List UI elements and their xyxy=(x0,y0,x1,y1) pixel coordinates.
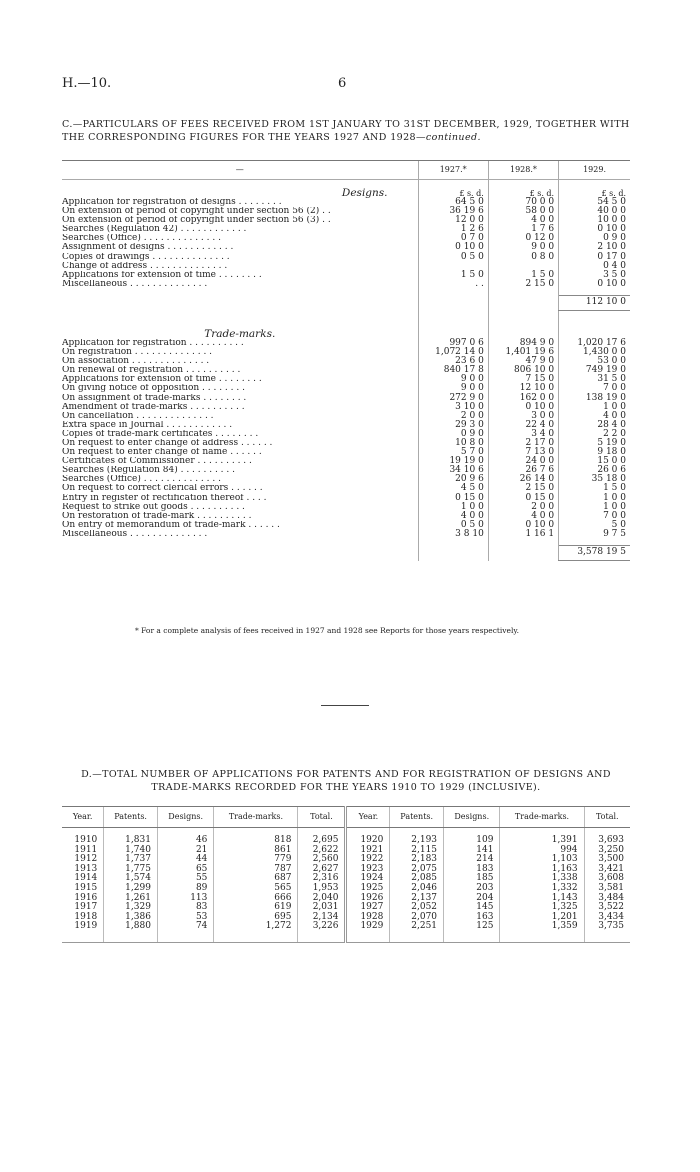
table-cell: 183 xyxy=(444,865,500,875)
table-cell: 1922 xyxy=(346,855,390,865)
column-header: Total. xyxy=(298,807,346,828)
designs-row xyxy=(62,253,630,262)
currency-1929: £ s. d. xyxy=(559,180,630,199)
table-cell: 3,522 xyxy=(584,903,630,913)
fee-label: Miscellaneous . . . . . . . . . . . . . . xyxy=(62,529,208,539)
fee-1928: 3 0 0 xyxy=(488,412,558,421)
fee-1928: 894 9 0 xyxy=(488,339,558,348)
table-cell: 1,272 xyxy=(214,922,298,942)
applications-table-body xyxy=(62,828,630,943)
table-cell: 3,250 xyxy=(584,846,630,856)
table-cell: 3,581 xyxy=(584,884,630,894)
table-cell: 1,143 xyxy=(500,894,584,904)
fee-1928: 0 12 0 xyxy=(488,234,558,243)
fee-1929: 9 7 5 xyxy=(559,530,630,539)
page-reference: H.—10. xyxy=(62,76,112,91)
col-1928-header: 1928.* xyxy=(488,161,558,180)
section-d-title-line1: D.—TOTAL NUMBER OF APPLICATIONS FOR PATENTS AND FOR REGISTRATION OF DESIGNS AND xyxy=(81,769,611,780)
fee-label: Searches (Regulation 84) . . . . . . . . . . xyxy=(62,466,235,476)
table-cell: 3,421 xyxy=(584,865,630,875)
fee-1928: 1,401 19 6 xyxy=(488,348,558,357)
table-cell: 2,046 xyxy=(390,884,444,894)
col-1927-header: 1927.* xyxy=(418,161,488,180)
fee-label: Searches (Office) . . . . . . . . . . . . . . xyxy=(62,234,221,244)
fees-header-row xyxy=(62,161,630,180)
fee-1929: 2 2 0 xyxy=(559,430,630,439)
fees-table xyxy=(62,160,630,561)
fee-1927: 36 19 6 xyxy=(418,207,488,216)
fee-1927: 0 15 0 xyxy=(418,494,488,503)
fee-label: On request to correct clerical errors . . . . . . xyxy=(62,484,263,494)
fee-1927: 1,072 14 0 xyxy=(418,348,488,357)
column-header: Trade-marks. xyxy=(214,807,298,828)
fee-1929: 9 18 0 xyxy=(559,448,630,457)
fee-1928: 806 10 0 xyxy=(488,366,558,375)
fee-1928: 2 15 0 xyxy=(488,280,558,289)
col-1929-header: 1929. xyxy=(559,161,630,180)
table-cell: 163 xyxy=(444,913,500,923)
fee-1928: 26 7 6 xyxy=(488,466,558,475)
fee-1929: 1 0 0 xyxy=(559,403,630,412)
table-cell: 1,359 xyxy=(500,922,584,942)
fee-1928: 12 10 0 xyxy=(488,384,558,393)
spacer-cell xyxy=(488,310,558,321)
trademarks-total-row xyxy=(62,546,630,561)
fee-1927: 34 10 6 xyxy=(418,466,488,475)
spacer-cell xyxy=(559,310,630,321)
table-cell: 1927 xyxy=(346,903,390,913)
section-d-title-line2: TRADE-MARKS RECORDED FOR THE YEARS 1910 TO 1929 (INCLUSIVE). xyxy=(151,782,541,793)
fee-1929: 28 4 0 xyxy=(559,421,630,430)
fee-1929: 0 4 0 xyxy=(559,262,630,271)
table-cell: 1,391 xyxy=(500,836,584,846)
column-header: Patents. xyxy=(104,807,158,828)
fee-1929: 138 19 0 xyxy=(559,394,630,403)
heading-spacer xyxy=(488,321,558,339)
fee-label: On extension of period of copyright under section 56 (3) . . xyxy=(62,216,331,226)
table-cell: 125 xyxy=(444,922,500,942)
table-cell: 2,052 xyxy=(390,903,444,913)
table-cell: 861 xyxy=(214,846,298,856)
table-cell: 2,115 xyxy=(390,846,444,856)
column-header: Year. xyxy=(62,807,104,828)
table-cell: 44 xyxy=(157,855,213,865)
fee-label: Assignment of designs . . . . . . . . . . . . xyxy=(62,243,234,253)
fee-label: On cancellation . . . . . . . . . . . . . . xyxy=(62,411,214,421)
total-spacer xyxy=(418,295,488,310)
fee-label: Applications for extension of time . . . . . . . . xyxy=(62,375,262,385)
fee-1929: 10 0 0 xyxy=(559,216,630,225)
fee-1928: 1 7 6 xyxy=(488,225,558,234)
fee-1927: 997 0 6 xyxy=(418,339,488,348)
table-cell: 3,226 xyxy=(298,922,346,942)
table-cell: 2,070 xyxy=(390,913,444,923)
fee-label: Request to strike out goods . . . . . . . . . . xyxy=(62,502,245,512)
column-header: Total. xyxy=(584,807,630,828)
fee-1929: 1,430 0 0 xyxy=(559,348,630,357)
section-divider xyxy=(321,705,369,706)
fee-1929: 5 19 0 xyxy=(559,439,630,448)
table-cell: 1,163 xyxy=(500,865,584,875)
fee-1927: 840 17 8 xyxy=(418,366,488,375)
trademarks-heading-row xyxy=(62,321,630,339)
table-cell: 1,332 xyxy=(500,884,584,894)
table-cell: 1921 xyxy=(346,846,390,856)
total-spacer xyxy=(418,546,488,561)
table-cell: 1920 xyxy=(346,836,390,846)
table-cell: 141 xyxy=(444,846,500,856)
table-cell: 53 xyxy=(157,913,213,923)
table-cell: 1,329 xyxy=(104,903,158,913)
table-cell: 1923 xyxy=(346,865,390,875)
fee-label: On giving notice of opposition . . . . . . . . xyxy=(62,384,245,394)
table-cell: 1915 xyxy=(74,882,98,893)
fee-1929: 15 0 0 xyxy=(559,457,630,466)
fee-label: Copies of drawings . . . . . . . . . . . . . . xyxy=(62,252,230,262)
section-c-title xyxy=(62,118,630,144)
fee-1929: 1 0 0 xyxy=(559,503,630,512)
column-header: Patents. xyxy=(390,807,444,828)
fee-1928: 0 15 0 xyxy=(488,494,558,503)
fee-label: Searches (Office) . . . . . . . . . . . . . . xyxy=(62,475,221,485)
fee-label: On renewal of registration . . . . . . . . . . xyxy=(62,366,241,376)
fee-1928: 2 0 0 xyxy=(488,503,558,512)
trademarks-heading: Trade-marks. xyxy=(204,327,276,339)
table-cell: 1912 xyxy=(74,854,98,865)
table-cell: 145 xyxy=(444,903,500,913)
fee-1928: 7 13 0 xyxy=(488,448,558,457)
fee-1927: 9 0 0 xyxy=(418,375,488,384)
fee-1929: 7 0 0 xyxy=(559,512,630,521)
fee-1927: 0 9 0 xyxy=(418,430,488,439)
total-1929: 112 10 0 xyxy=(559,295,630,310)
fee-1928: 2 17 0 xyxy=(488,439,558,448)
trademarks-row xyxy=(62,530,630,539)
heading-spacer xyxy=(559,321,630,339)
table-cell: 1926 xyxy=(346,894,390,904)
footnote: * For a complete analysis of fees received in 1927 and 1928 see Reports for those years respectively. xyxy=(135,626,520,635)
fee-1929: 7 0 0 xyxy=(559,384,630,393)
fee-label: Application for registration of designs . . . . . . . . xyxy=(62,198,282,207)
total-spacer xyxy=(62,546,418,561)
page-number: 6 xyxy=(338,76,347,91)
fee-1927: 12 0 0 xyxy=(418,216,488,225)
fee-1927: 1 5 0 xyxy=(418,271,488,280)
table-cell: 1,201 xyxy=(500,913,584,923)
fee-1927: 29 3 0 xyxy=(418,421,488,430)
table-cell: 1918 xyxy=(74,911,98,922)
total-spacer xyxy=(488,546,558,561)
table-cell: 779 xyxy=(214,855,298,865)
fee-1929: 54 5 0 xyxy=(559,198,630,207)
table-cell: 204 xyxy=(444,894,500,904)
fee-1927: 23 6 0 xyxy=(418,357,488,366)
fee-label: Amendment of trade-marks . . . . . . . . . . xyxy=(62,402,245,412)
table-cell: 2,251 xyxy=(390,922,444,942)
table-cell: 214 xyxy=(444,855,500,865)
table-cell: 3,500 xyxy=(584,855,630,865)
table-cell: 3,484 xyxy=(584,894,630,904)
fee-1927: 9 0 0 xyxy=(418,384,488,393)
fee-1929: 0 17 0 xyxy=(559,253,630,262)
fee-1928: 47 9 0 xyxy=(488,357,558,366)
fee-1927: 0 5 0 xyxy=(418,521,488,530)
fee-label: On request to enter change of name . . . . . . xyxy=(62,448,262,458)
fees-table-body xyxy=(62,161,630,561)
table-cell: 185 xyxy=(444,874,500,884)
currency-1927: £ s. d. xyxy=(418,180,488,199)
fee-1927: 3 8 10 xyxy=(418,530,488,539)
section-c-title-text: C.—PARTICULARS OF FEES RECEIVED FROM 1ST JANUARY TO 31ST DECEMBER, 1929, TOGETHER WITH THE CORRESPONDING FIGURES FOR THE YEARS 1927 AND 1928— xyxy=(62,119,630,143)
fee-1927: 1 2 6 xyxy=(418,225,488,234)
fee-label: Extra space in Journal . . . . . . . . . . . . xyxy=(62,420,233,430)
table-cell: 2,193 xyxy=(390,836,444,846)
table-cell: 65 xyxy=(157,865,213,875)
table-cell: 1928 xyxy=(346,913,390,923)
fee-label: On restoration of trade-mark . . . . . . . . . . xyxy=(62,511,252,521)
table-cell: 2,031 xyxy=(298,903,346,913)
table-cell: 1925 xyxy=(346,884,390,894)
fee-label: Searches (Regulation 42) . . . . . . . . . . . . xyxy=(62,225,247,235)
spacer-row xyxy=(62,310,630,321)
table-cell: 1914 xyxy=(74,873,98,884)
fee-label: Miscellaneous . . . . . . . . . . . . . . xyxy=(62,279,208,289)
table-cell: 2,075 xyxy=(390,865,444,875)
table-cell: 46 xyxy=(157,836,213,846)
table-cell: 2,183 xyxy=(390,855,444,865)
fee-1927: 2 0 0 xyxy=(418,412,488,421)
table-cell: 1924 xyxy=(346,874,390,884)
column-header: Trade-marks. xyxy=(500,807,584,828)
table-cell: 666 xyxy=(214,894,298,904)
fee-1928: 1 5 0 xyxy=(488,271,558,280)
fee-label: Certificates of Commissioner . . . . . . . . . . xyxy=(62,457,252,467)
table-cell: 1911 xyxy=(74,844,98,855)
total-spacer xyxy=(488,295,558,310)
fee-1927: . . xyxy=(418,280,488,289)
fee-1929: 1 5 0 xyxy=(559,484,630,493)
fee-1928: 4 0 0 xyxy=(488,216,558,225)
table-cell: 2,622 xyxy=(298,846,346,856)
spacer-cell xyxy=(62,310,418,321)
fee-1928: 24 0 0 xyxy=(488,457,558,466)
table-cell: 74 xyxy=(157,922,213,942)
table-cell: 565 xyxy=(214,884,298,894)
table-cell: 89 xyxy=(157,884,213,894)
applications-table xyxy=(62,806,630,943)
fee-label: On extension of period of copyright under section 56 (2) . . xyxy=(62,207,331,217)
fee-label: Copies of trade-mark certificates . . . . . . . . xyxy=(62,429,259,439)
table-cell: 787 xyxy=(214,865,298,875)
fee-1929: 749 19 0 xyxy=(559,366,630,375)
fee-1927: 64 5 0 xyxy=(418,198,488,207)
fee-1929: 0 10 0 xyxy=(559,225,630,234)
table-cell: 1,261 xyxy=(104,894,158,904)
fee-label: On entry of memorandum of trade-mark . . . . . . xyxy=(62,520,280,530)
applications-header-row xyxy=(62,807,630,828)
fee-1927: 0 5 0 xyxy=(418,253,488,262)
fee-label: Entry in register of rectification thereof . . . . xyxy=(62,493,267,503)
fee-1927: 19 19 0 xyxy=(418,457,488,466)
fee-1928: 9 0 0 xyxy=(488,243,558,252)
fee-label: On assignment of trade-marks . . . . . . . . xyxy=(62,393,247,403)
fee-1929: 5 0 xyxy=(559,521,630,530)
table-cell: 1,737 xyxy=(104,855,158,865)
fee-1928: 2 15 0 xyxy=(488,484,558,493)
table-cell: 1,103 xyxy=(500,855,584,865)
fee-1927: 1 0 0 xyxy=(418,503,488,512)
table-cell: 1,325 xyxy=(500,903,584,913)
fee-1929: 4 0 0 xyxy=(559,412,630,421)
table-cell: 3,693 xyxy=(584,836,630,846)
fee-1928: 162 0 0 xyxy=(488,394,558,403)
table-cell: 1917 xyxy=(74,902,98,913)
table-row xyxy=(62,922,630,942)
table-cell: 1,386 xyxy=(104,913,158,923)
table-cell: 695 xyxy=(214,913,298,923)
fee-1927: 4 0 0 xyxy=(418,512,488,521)
table-cell: 1,831 xyxy=(104,836,158,846)
table-cell: 2,316 xyxy=(298,874,346,884)
table-cell: 1,740 xyxy=(104,846,158,856)
fee-1927: 272 9 0 xyxy=(418,394,488,403)
fee-1928: 58 0 0 xyxy=(488,207,558,216)
table-cell: 2,134 xyxy=(298,913,346,923)
fee-1927: 10 8 0 xyxy=(418,439,488,448)
fee-1927: 3 10 0 xyxy=(418,403,488,412)
table-cell: 113 xyxy=(157,894,213,904)
table-cell: 2,085 xyxy=(390,874,444,884)
fee-label: On request to enter change of address . . . . . . xyxy=(62,438,273,448)
fee-1927: 4 5 0 xyxy=(418,484,488,493)
fee-1928: 4 0 0 xyxy=(488,512,558,521)
fee-1929: 40 0 0 xyxy=(559,207,630,216)
fee-1927: 20 9 6 xyxy=(418,475,488,484)
fee-1929: 1,020 17 6 xyxy=(559,339,630,348)
fee-1929: 0 10 0 xyxy=(559,280,630,289)
fee-1929: 0 9 0 xyxy=(559,234,630,243)
table-cell: 1,775 xyxy=(104,865,158,875)
fee-1928: 70 0 0 xyxy=(488,198,558,207)
fee-1928: 0 10 0 xyxy=(488,403,558,412)
fee-1927: 0 7 0 xyxy=(418,234,488,243)
fee-label: On registration . . . . . . . . . . . . . . xyxy=(62,348,213,358)
table-cell: 1916 xyxy=(74,892,98,903)
fee-1929: 26 0 6 xyxy=(559,466,630,475)
table-cell: 818 xyxy=(214,836,298,846)
table-cell: 1,880 xyxy=(104,922,158,942)
fee-1929: 1 0 0 xyxy=(559,494,630,503)
column-header: Designs. xyxy=(444,807,500,828)
fee-label: Application for registration . . . . . . . . . . xyxy=(62,338,244,348)
table-cell: 109 xyxy=(444,836,500,846)
table-cell: 1910 xyxy=(74,835,98,845)
fee-1929: 35 18 0 xyxy=(559,475,630,484)
table-cell: 1913 xyxy=(74,863,98,874)
fee-1927: 5 7 0 xyxy=(418,448,488,457)
fee-label: Change of address . . . . . . . . . . . . . . xyxy=(62,261,228,271)
table-cell: 1,574 xyxy=(104,874,158,884)
table-cell: 3,735 xyxy=(584,922,630,942)
designs-total-row xyxy=(62,295,630,310)
table-cell: 1929 xyxy=(346,922,390,942)
fee-1927: 0 10 0 xyxy=(418,243,488,252)
section-d-title xyxy=(62,768,630,794)
table-cell: 1,953 xyxy=(298,884,346,894)
total-1929: 3,578 19 5 xyxy=(559,546,630,561)
table-cell: 21 xyxy=(157,846,213,856)
table-cell: 203 xyxy=(444,884,500,894)
table-cell: 3,608 xyxy=(584,874,630,884)
table-cell: 1,338 xyxy=(500,874,584,884)
fee-1928: 1 16 1 xyxy=(488,530,558,539)
currency-1928: £ s. d. xyxy=(488,180,558,199)
table-cell: 994 xyxy=(500,846,584,856)
table-cell: 2,695 xyxy=(298,836,346,846)
fee-1928: 7 15 0 xyxy=(488,375,558,384)
table-cell: 1,299 xyxy=(104,884,158,894)
fee-1928: 22 4 0 xyxy=(488,421,558,430)
table-cell: 687 xyxy=(214,874,298,884)
fee-1929: 3 5 0 xyxy=(559,271,630,280)
designs-heading: Designs. xyxy=(341,186,388,198)
section-c-title-suffix: continued. xyxy=(425,132,481,143)
column-header: Designs. xyxy=(157,807,213,828)
table-cell: 2,627 xyxy=(298,865,346,875)
table-cell: 83 xyxy=(157,903,213,913)
heading-spacer xyxy=(418,321,488,339)
designs-heading-row xyxy=(62,180,630,199)
fee-1928: 0 8 0 xyxy=(488,253,558,262)
fee-label: Applications for extension of time . . . . . . . . xyxy=(62,270,262,280)
col-blank-header: — xyxy=(62,161,418,180)
table-cell: 2,560 xyxy=(298,855,346,865)
fee-1928: 3 4 0 xyxy=(488,430,558,439)
table-cell: 1919 xyxy=(62,922,104,942)
total-spacer xyxy=(62,295,418,310)
table-cell: 55 xyxy=(157,874,213,884)
fee-1928: 0 10 0 xyxy=(488,521,558,530)
fee-1929: 53 0 0 xyxy=(559,357,630,366)
fee-1929: 2 10 0 xyxy=(559,243,630,252)
table-cell: 2,040 xyxy=(298,894,346,904)
fee-1928: 26 14 0 xyxy=(488,475,558,484)
table-cell: 619 xyxy=(214,903,298,913)
fee-1929: 31 5 0 xyxy=(559,375,630,384)
spacer-cell xyxy=(418,310,488,321)
fee-label: On association . . . . . . . . . . . . . . xyxy=(62,357,210,367)
designs-row xyxy=(62,280,630,289)
table-cell: 3,434 xyxy=(584,913,630,923)
column-header: Year. xyxy=(346,807,390,828)
table-cell: 2,137 xyxy=(390,894,444,904)
